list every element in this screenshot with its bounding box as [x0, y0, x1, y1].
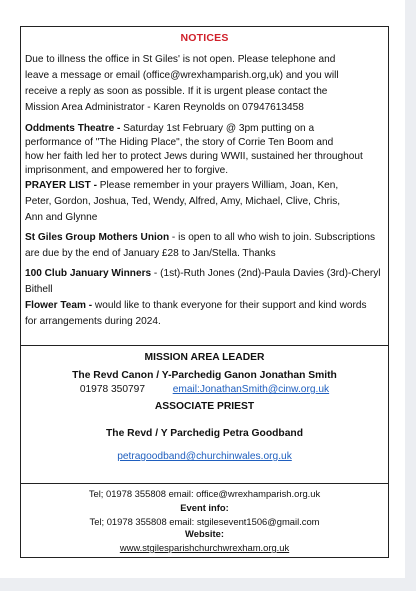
prayer-text: Please remember in your prayers William, Joan, Ken,	[96, 180, 339, 191]
website-link[interactable]: www.stgilesparishchurchwrexham.org.uk	[119, 542, 290, 553]
theatre-text: Saturday 1st February @ 3pm putting on a	[120, 123, 315, 134]
prayer-list	[25, 178, 384, 226]
mothers-union-notice	[25, 230, 384, 262]
flower-notice	[25, 298, 384, 330]
office-notice-line: Mission Area Administrator - Karen Reynolds on 07947613458	[25, 102, 304, 113]
leader-email-link[interactable]: email:JonathanSmith@cinw.org.uk	[172, 384, 330, 395]
leader-phone: 01978 350797	[79, 384, 145, 395]
club-line: Bithell	[25, 284, 53, 295]
office-contact: Tel; 01978 355808 email: office@wrexhamparish.org.uk	[88, 488, 321, 499]
club-notice	[25, 266, 384, 298]
prayer-line: Peter, Gordon, Joshua, Ted, Wendy, Alfred, Amy, Michael, Clive, Chris,	[25, 196, 341, 207]
theatre-heading: Oddments Theatre -	[25, 123, 121, 134]
prayer-line: Ann and Glynne	[25, 212, 98, 223]
theatre-line: imprisonment, and empowered her to forgive.	[25, 165, 229, 176]
priest-name: The Revd / Y Parchedig Petra Goodband	[105, 428, 304, 439]
priest-heading: ASSOCIATE PRIEST	[154, 401, 255, 412]
office-notice-line: Due to illness the office in St Giles' is not open. Please telephone and	[25, 54, 336, 65]
office-notice-line: leave a message or email (office@wrexhamparish.org,uk) and you will	[25, 70, 339, 81]
flower-text: would like to thank everyone for their support and kind words	[92, 300, 367, 311]
flower-line: for arrangements during 2024.	[25, 316, 161, 327]
event-heading: Event info:	[180, 502, 229, 513]
priest-email-link[interactable]: petragoodband@churchinwales.org.uk	[117, 451, 292, 462]
mothers-union-line: are due by the end of January £28 to Jan/Stella. Thanks	[25, 248, 276, 259]
prayer-heading: PRAYER LIST -	[25, 180, 97, 191]
notices-box	[20, 26, 389, 346]
club-heading: 100 Club January Winners	[25, 268, 152, 279]
contact-box	[20, 483, 389, 558]
theatre-line: performance of "The Hiding Place", the story of Corrie Ten Boom and	[25, 137, 334, 148]
event-contact: Tel; 01978 355808 email: stgilesevent1506@gmail.com	[89, 516, 320, 527]
mothers-union-heading: St Giles Group Mothers Union	[25, 232, 170, 243]
flower-heading: Flower Team -	[25, 300, 93, 311]
office-notice-line: receive a reply as soon as possible. If it is urgent please contact the	[25, 86, 328, 97]
office-notice	[25, 52, 384, 116]
theatre-notice	[25, 122, 384, 178]
leader-name: The Revd Canon / Y-Parchedig Ganon Jonathan Smith	[72, 370, 337, 381]
website-heading: Website:	[185, 528, 224, 539]
mothers-union-text: - is open to all who wish to join. Subscriptions	[169, 232, 376, 243]
club-text: - (1st)-Ruth Jones (2nd)-Paula Davies (3rd)-Cheryl	[151, 268, 381, 279]
leader-box	[20, 345, 389, 484]
leader-heading: MISSION AREA LEADER	[144, 352, 265, 363]
theatre-line: how her faith led her to protect Jews during WWII, sustained her throughout	[25, 151, 363, 162]
notices-title: NOTICES	[180, 32, 229, 44]
